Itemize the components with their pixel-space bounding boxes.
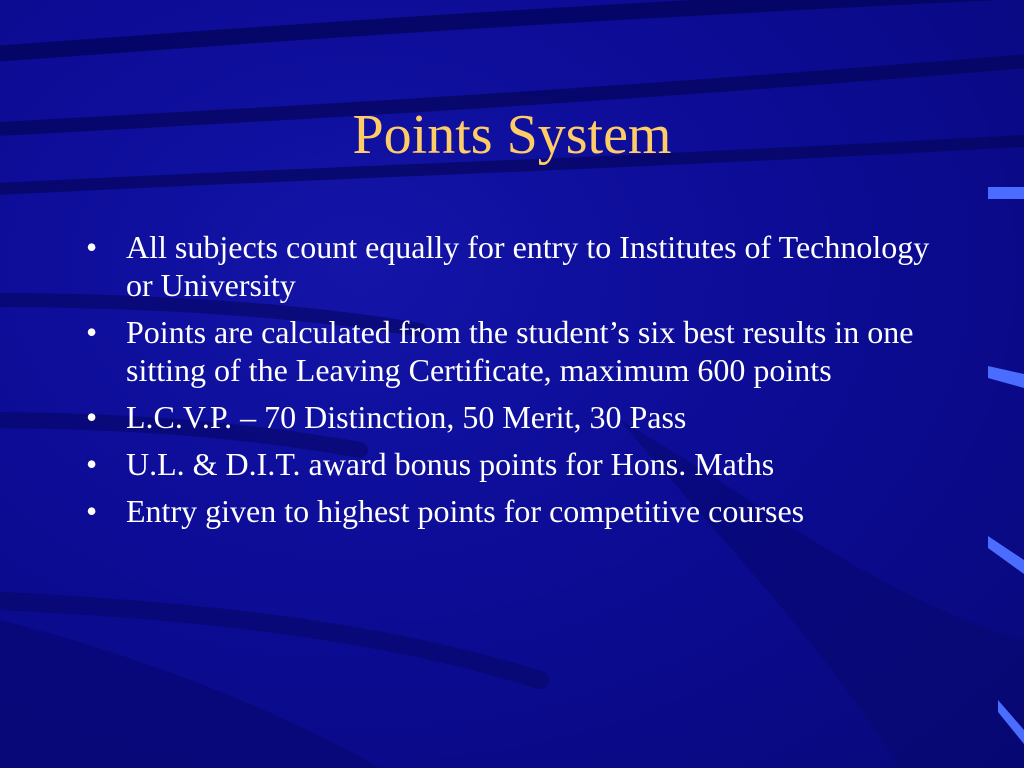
bullet-item <box>82 228 962 304</box>
bullet-icon: • <box>86 446 98 482</box>
bullet-list <box>82 228 962 539</box>
bullet-icon: • <box>86 229 98 265</box>
bullet-text: U.L. & D.I.T. award bonus points for Hons. Maths <box>126 446 775 482</box>
bullet-text: Points are calculated from the student’s six best results in one sitting of the Leaving Certificate, maximum 600 points <box>126 314 914 388</box>
bullet-icon: • <box>86 493 98 529</box>
bullet-item <box>82 492 962 530</box>
bullet-icon: • <box>86 314 98 350</box>
bullet-item <box>82 445 962 483</box>
accent-mark-3 <box>988 536 1024 574</box>
bullet-item <box>82 313 962 389</box>
swoosh-band-1 <box>0 0 1024 55</box>
bullet-item <box>82 398 962 436</box>
bullet-text: Entry given to highest points for competitive courses <box>126 493 805 529</box>
accent-mark-2 <box>988 366 1024 388</box>
slide-title: Points System <box>352 104 672 166</box>
bullet-icon: • <box>86 399 98 435</box>
swoosh-shadow-2 <box>0 620 380 768</box>
bullet-text: All subjects count equally for entry to Institutes of Technology or University <box>126 229 930 303</box>
accent-mark-1 <box>988 187 1024 199</box>
bullet-text: L.C.V.P. – 70 Distinction, 50 Merit, 30 Pass <box>126 399 687 435</box>
